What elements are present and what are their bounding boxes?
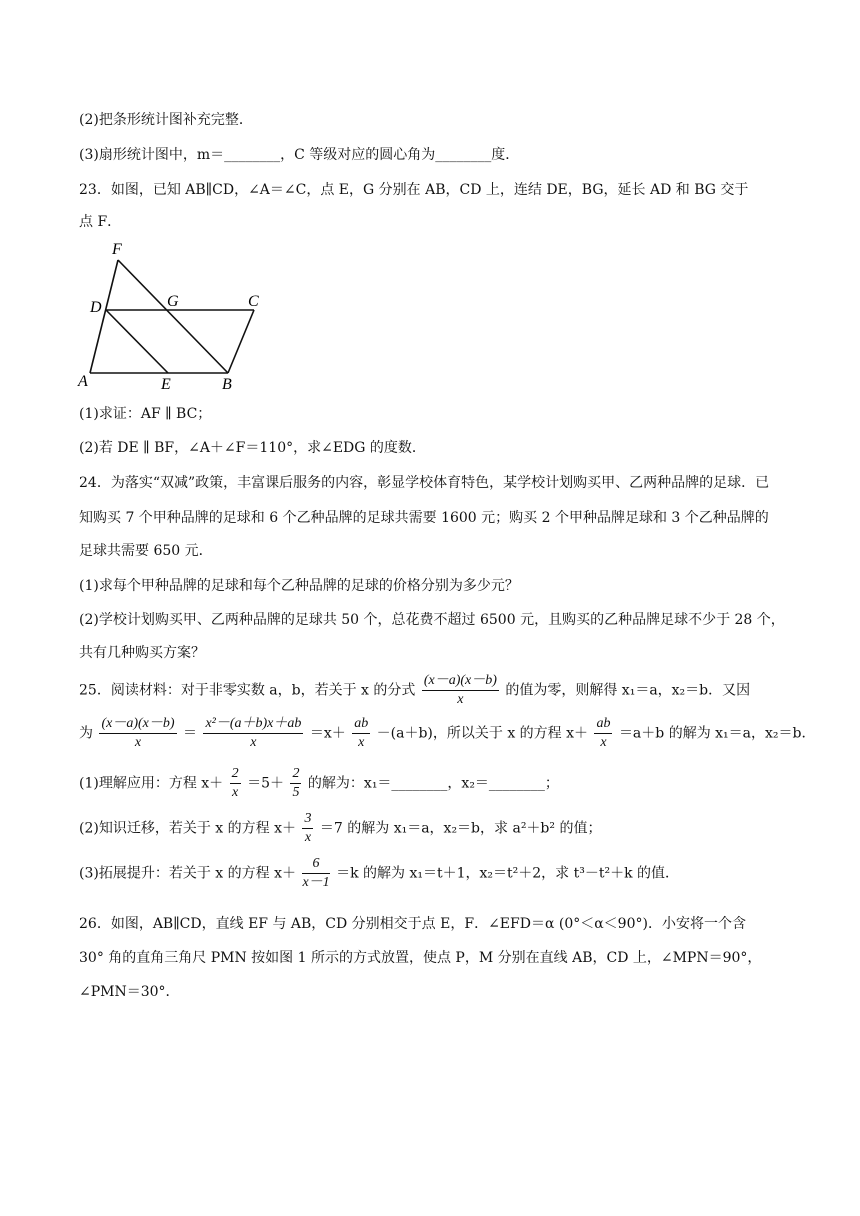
fraction-denominator: x－1 [302, 875, 330, 890]
q23-part2: (2)若 DE ∥ BF，∠A＋∠F＝110°，求∠EDG 的度数． [79, 440, 426, 456]
fraction-numerator: (x－a)(x－b) [99, 715, 176, 734]
label-D: D [90, 299, 102, 316]
q22-part3: (3)扇形统计图中，m＝________，C 等级对应的圆心角为________度． [79, 147, 520, 163]
fraction-denominator: x [304, 830, 312, 845]
q25-line2-fraction-1 [99, 715, 176, 752]
q25-line2 [79, 715, 816, 752]
q24-part2-line2: 共有几种购买方案？ [79, 645, 205, 661]
q23-part1: (1)求证：AF ∥ BC； [79, 406, 212, 422]
fraction-numerator: ab [352, 715, 370, 734]
label-F: F [112, 241, 122, 258]
fraction-numerator: (x－a)(x－b) [422, 672, 499, 691]
q25-part2-fraction [302, 810, 313, 847]
q26-stem-line2: 30° 角的直角三角尺 PMN 按如图 1 所示的方式放置，使点 P，M 分别在直线 AB，CD 上，∠MPN＝90°， [79, 950, 762, 966]
q25-part3-text-a: (3)拓展提升：若关于 x 的方程 x＋ [79, 865, 296, 882]
q25-line1-text-b: 的值为零，则解得 x₁＝a，x₂＝b．又因 [505, 682, 751, 699]
q24-part1: (1)求每个甲种品牌的足球和每个乙种品牌的足球的价格分别为多少元？ [79, 578, 519, 594]
label-B: B [222, 376, 232, 393]
label-A: A [78, 373, 88, 390]
q25-line2-fraction-2 [203, 715, 303, 752]
q25-line2-fraction-4 [594, 715, 612, 752]
q23-figure-parallelogram [76, 238, 276, 398]
q25-line2-equals-1: ＝ [182, 725, 197, 742]
fraction-denominator: 5 [292, 785, 300, 800]
q25-line2-fraction-3 [352, 715, 370, 752]
q25-part2-text-b: ＝7 的解为 x₁＝a，x₂＝b，求 a²＋b² 的值； [319, 820, 602, 837]
q22-part2: (2)把条形统计图补充完整． [79, 112, 253, 128]
label-G: G [167, 293, 179, 310]
segment-AF [90, 260, 118, 373]
q25-part3 [79, 855, 800, 892]
q25-part1-text-b: ＝5＋ [247, 775, 285, 792]
q24-part2-line1: (2)学校计划购买甲、乙两种品牌的足球共 50 个，总花费不超过 6500 元，且购买的乙种品牌足球不少于 28 个， [79, 612, 785, 628]
fraction-numerator: x²－(a＋b)x＋ab [203, 715, 303, 734]
segment-BC [228, 310, 254, 373]
q25-line2-text-a: 为 [79, 725, 93, 742]
fraction-denominator: x [232, 785, 239, 800]
q25-line2-equals-2: ＝x＋ [309, 725, 346, 742]
q23-stem-line2: 点 F． [79, 214, 122, 230]
q25-part1-text-a: (1)理解应用：方程 x＋ [79, 775, 224, 792]
q25-part3-text-b: ＝k 的解为 x₁＝t＋1，x₂＝t²＋2，求 t³－t²＋k 的值． [336, 865, 680, 882]
fraction-denominator: x [600, 735, 607, 750]
q25-part1-text-c: 的解为：x₁＝________，x₂＝________； [307, 775, 559, 792]
q25-line2-text-c: ＝a＋b 的解为 x₁＝a，x₂＝b． [618, 725, 816, 742]
q24-stem-line2: 知购买 7 个甲种品牌的足球和 6 个乙种品牌的足球共需要 1600 元；购买 2 个甲种品牌足球和 3 个乙种品牌的 [79, 510, 769, 526]
q26-stem-line3: ∠PMN＝30°． [79, 984, 180, 1000]
q25-part1 [79, 765, 800, 802]
q23-stem-line1: 23．如图，已知 AB∥CD，∠A＝∠C，点 E，G 分别在 AB，CD 上，连结 DE，BG，延长 AD 和 BG 交于 [79, 182, 749, 198]
q25-fraction-1 [422, 672, 499, 709]
q25-part2-text-a: (2)知识迁移，若关于 x 的方程 x＋ [79, 820, 296, 837]
q25-line2-text-b: －(a＋b)，所以关于 x 的方程 x＋ [376, 725, 589, 742]
fraction-numerator: 2 [290, 765, 301, 784]
fraction-denominator: x [134, 735, 142, 750]
q25-part1-fraction-2 [290, 765, 301, 802]
fraction-denominator: x [250, 735, 257, 750]
q23-figure-lines [90, 260, 254, 373]
q25-line1-text-a: 25．阅读材料：对于非零实数 a，b，若关于 x 的分式 [79, 682, 416, 699]
q25-part3-fraction [302, 855, 329, 892]
label-C: C [248, 293, 259, 310]
q26-stem-line1: 26．如图，AB∥CD，直线 EF 与 AB，CD 分别相交于点 E，F．∠EFD＝α (0°＜α＜90°)．小安将一个含 [79, 916, 746, 932]
fraction-numerator: 2 [230, 765, 241, 784]
q24-stem-line1: 24．为落实“双减”政策，丰富课后服务的内容，彰显学校体育特色，某学校计划购买甲、乙两种品牌的足球．已 [79, 475, 770, 491]
segment-DE [106, 310, 168, 373]
label-E: E [161, 376, 171, 393]
q25-part2 [79, 810, 800, 847]
q24-stem-line3: 足球共需要 650 元． [79, 543, 213, 559]
fraction-denominator: x [358, 735, 365, 750]
fraction-numerator: 3 [302, 810, 313, 829]
fraction-numerator: 6 [302, 855, 329, 874]
q25-line1 [79, 672, 800, 709]
segment-FB [118, 260, 228, 373]
q25-part1-fraction-1 [230, 765, 241, 802]
fraction-denominator: x [457, 692, 464, 707]
fraction-numerator: ab [594, 715, 612, 734]
